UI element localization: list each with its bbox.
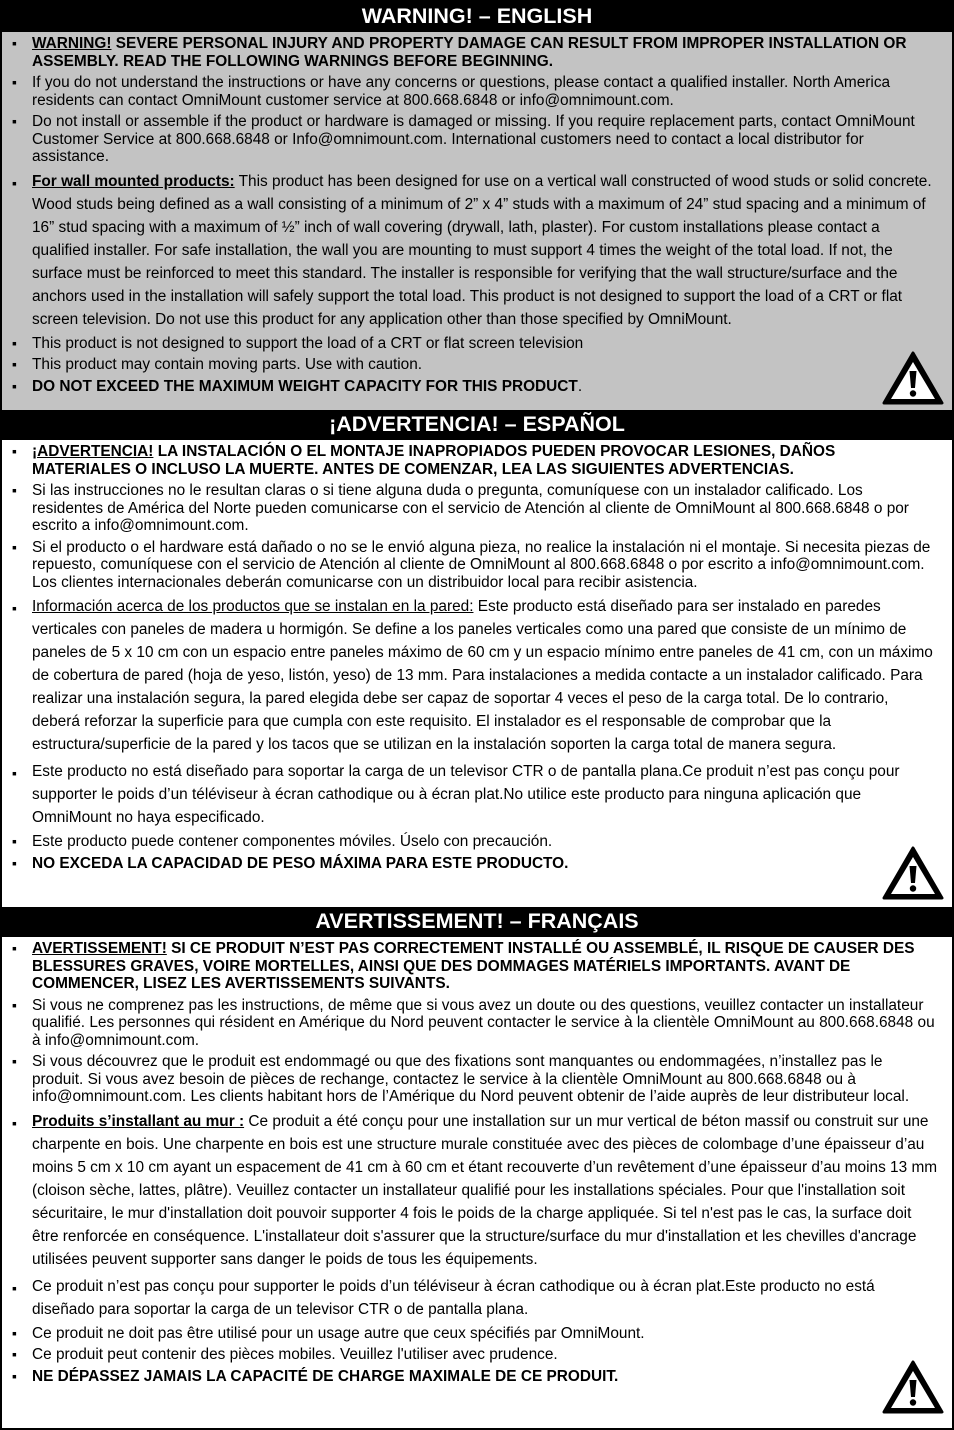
english-bullet-wall <box>10 170 938 331</box>
english-bullet-crt: ▪ This product is not designed to support the load of a CRT or flat screen television <box>10 335 938 353</box>
french-wall-label: Produits s’installant au mur : <box>32 1112 245 1130</box>
spanish-section <box>2 440 952 907</box>
spanish-bullet-contact: ▪ Si las instrucciones no le resultan claras o si tiene alguna duda o pregunta, comuníquese con un instalador calificado. Los residentes de América del Norte pueden comunicarse con el servicio de Atención al cliente de OmniMount al 800.668.6848 o por escrito a info@omnimount.com. <box>10 482 938 535</box>
english-capacity-text: DO NOT EXCEED THE MAXIMUM WEIGHT CAPACITY FOR THIS PRODUCT <box>32 377 578 395</box>
french-wall-text: Ce produit a été conçu pour une installation sur un mur vertical de béton massif ou construit sur une charpente en bois. Une charpente en bois est une structure murale constituée avec des pièces de colombage d’une épaisseur d’au moins 5 cm x 10 cm ayant un espacement de 41 cm à 60 cm et étant recouverte d’un revêtement d’une épaisseur d’au moins 13 mm (cloison sèche, lattes, plâtre). Veuillez contacter un installateur qualifié pour les installations spéciales. Pour que l'installation soit sécuritaire, le mur d'installation doit pouvoir supporter 4 fois le poids de la charge appliquée. Si tel n'est pas le cas, la surface doit être renforcée en conséquence. L'installateur doit s'assurer que la structure/surface du mur d'installation et les chevilles d'ancrage utilisées peuvent supporter sans danger le poids de tous les équipements. <box>32 1112 938 1268</box>
warning-triangle-icon <box>881 1359 945 1415</box>
spanish-bullet-crt: ▪ Este producto no está diseñado para soportar la carga de un televisor CTR o de pantalla plana.Ce produit n’est pas conçu pour supporter le poids d’un téléviseur à écran cathodique ou à écran plat.No utilice este producto para ninguna aplicación que OmniMount no haya especificado. <box>10 760 938 829</box>
english-bullet-capacity <box>10 378 938 396</box>
spanish-header: ¡ADVERTENCIA! – ESPAÑOL <box>2 410 952 440</box>
warning-triangle-icon <box>881 845 945 901</box>
french-bullet-contact: ▪ Si vous ne comprenez pas les instructions, de même que si vous avez un doute ou des questions, veuillez contacter un installateur qualifié. Les personnes qui résident en Amérique du Nord peuvent contacter le service à la clientèle OmniMount au 800.668.6848 ou à info@omnimount.com. <box>10 997 938 1050</box>
french-warning-label: AVERTISSEMENT! <box>32 940 167 957</box>
english-warning-text: SEVERE PERSONAL INJURY AND PROPERTY DAMAGE CAN RESULT FROM IMPROPER INSTALLATION OR ASSEMBLY. READ THE FOLLOWING WARNINGS BEFORE BEGINNING. <box>32 35 907 70</box>
english-capacity-end: . <box>577 377 583 395</box>
english-list <box>10 35 938 395</box>
french-bullet-moving: ▪ Ce produit peut contenir des pièces mobiles. Veuillez l'utiliser avec prudence. <box>10 1346 938 1364</box>
spanish-warning-label: ¡ADVERTENCIA! <box>32 443 154 460</box>
spanish-bullet-moving: ▪ Este producto puede contener componentes móviles. Úselo con precaución. <box>10 833 938 851</box>
english-main-warning <box>10 35 938 70</box>
spanish-bullet-wall <box>10 595 938 756</box>
english-section <box>2 32 952 410</box>
spanish-bullet-capacity: ▪ NO EXCEDA LA CAPACIDAD DE PESO MÁXIMA PARA ESTE PRODUCTO. <box>10 855 938 873</box>
french-bullet-crt: ▪ Ce produit n’est pas conçu pour supporter le poids d’un téléviseur à écran cathodique ou à écran plat.Este producto no está diseñado para soportar la carga de un televisor CTR o de pantalla plana. <box>10 1275 938 1321</box>
english-bullet-damaged: ▪ Do not install or assemble if the product or hardware is damaged or missing. If you require replacement parts, contact OmniMount Customer Service at 800.668.6848 or Info@omnimount.com. International customers need to contact a local distributor for assistance. <box>10 113 938 166</box>
french-warning-text: SI CE PRODUIT N’EST PAS CORRECTEMENT INSTALLÉ OU ASSEMBLÉ, IL RISQUE DE CAUSER DES BLESSURES GRAVES, VOIRE MORTELLES, AINSI QUE DES DOMMAGES MATÉRIELS IMPORTANTS. AVANT DE COMMENCER, LISEZ LES AVERTISSEMENTS SUIVANTS. <box>32 940 915 992</box>
english-wall-text: This product has been designed for use on a vertical wall constructed of wood studs or solid concrete. Wood studs being defined as a wall consisting of a minimum of 2” x 4” studs with a maximum of 24” stud spacing and a minimum of 16” stud spacing with a maximum of ½” inch of wall covering (drywall, lath, plaster). For custom installations please contact a qualified installer. For safe installation, the wall you are mounting to must support 4 times the weight of the total load. If not, the surface must be reinforced to meet this standard. The installer is responsible for verifying that the wall structure/surface and the anchors used in the installation will safely support the total load. This product is not designed to support the load of a CRT or flat screen television. Do not use this product for any application other than those specified by OmniMount. <box>32 172 932 328</box>
french-header: AVERTISSEMENT! – FRANÇAIS <box>2 907 952 937</box>
spanish-warning-text: LA INSTALACIÓN O EL MONTAJE INAPROPIADOS PUEDEN PROVOCAR LESIONES, DAÑOS MATERIALES O INCLUSO LA MUERTE. ANTES DE COMENZAR, LEA LAS SIGUIENTES ADVERTENCIAS. <box>32 443 836 478</box>
spanish-wall-label: Información acerca de los productos que se instalan en la pared: <box>32 598 474 615</box>
french-main-warning <box>10 940 938 993</box>
spanish-main-warning <box>10 443 938 478</box>
warning-triangle-icon <box>881 350 945 406</box>
french-section <box>2 937 952 1429</box>
spanish-bullet-damaged: ▪ Si el producto o el hardware está dañado o no se le envió alguna pieza, no realice la instalación ni el montaje. Si necesita piezas de repuesto, comuníquese con el servicio de Atención al cliente de OmniMount al 800.668.6848 o por escrito a info@omnimount.com. Los clientes internacionales deberán comunicarse con un distribuidor local para recibir asistencia. <box>10 539 938 592</box>
english-wall-label: For wall mounted products: <box>32 172 235 190</box>
french-bullet-damaged: ▪ Si vous découvrez que le produit est endommagé ou que des fixations sont manquantes ou endommagées, n’installez pas le produit. Si vous avez besoin de pièces de rechange, contactez le service à la clientèle OmniMount au 800.668.6848 ou à info@omnimount.com. Les clients habitant hors de l’Amérique du Nord peuvent obtenir de l’aide auprès de leur distributeur local. <box>10 1053 938 1106</box>
english-bullet-moving: ▪ This product may contain moving parts. Use with caution. <box>10 356 938 374</box>
french-bullet-wall <box>10 1110 938 1271</box>
french-list <box>10 940 938 1385</box>
spanish-wall-text: Este producto está diseñado para ser instalado en paredes verticales con paneles de madera u hormigón. Se define a los paneles verticales como una pared que consiste de un mínimo de paneles de 5 x 10 cm con un espacio entre paneles máximo de 60 cm y un espacio mínimo entre paneles de 41 cm, con un máximo de cobertura de pared (hoja de yeso, listón, yeso) de 13 mm. Para instalaciones a medida contacte a un instalador calificado. Para realizar una instalación segura, la pared elegida debe ser capaz de soportar 4 veces el peso de la carga total. De lo contrario, deberá reforzar la superficie para que cumpla con este requisito. El instalador es el responsable de comprobar que la estructura/superficie de la pared y los tacos que se utilizan en la instalación soporten la carga total de manera segura. <box>32 598 933 753</box>
spanish-list <box>10 443 938 872</box>
english-header: WARNING! – ENGLISH <box>2 2 952 32</box>
french-bullet-usage: ▪ Ce produit ne doit pas être utilisé pour un usage autre que ceux spécifiés par OmniMount. <box>10 1325 938 1343</box>
french-bullet-capacity: ▪ NE DÉPASSEZ JAMAIS LA CAPACITÉ DE CHARGE MAXIMALE DE CE PRODUIT. <box>10 1368 938 1386</box>
english-bullet-contact: ▪ If you do not understand the instructions or have any concerns or questions, please contact a qualified installer. North America residents can contact OmniMount customer service at 800.668.6848 or info@omnimount.com. <box>10 74 938 109</box>
english-warning-label: WARNING! <box>32 35 112 52</box>
